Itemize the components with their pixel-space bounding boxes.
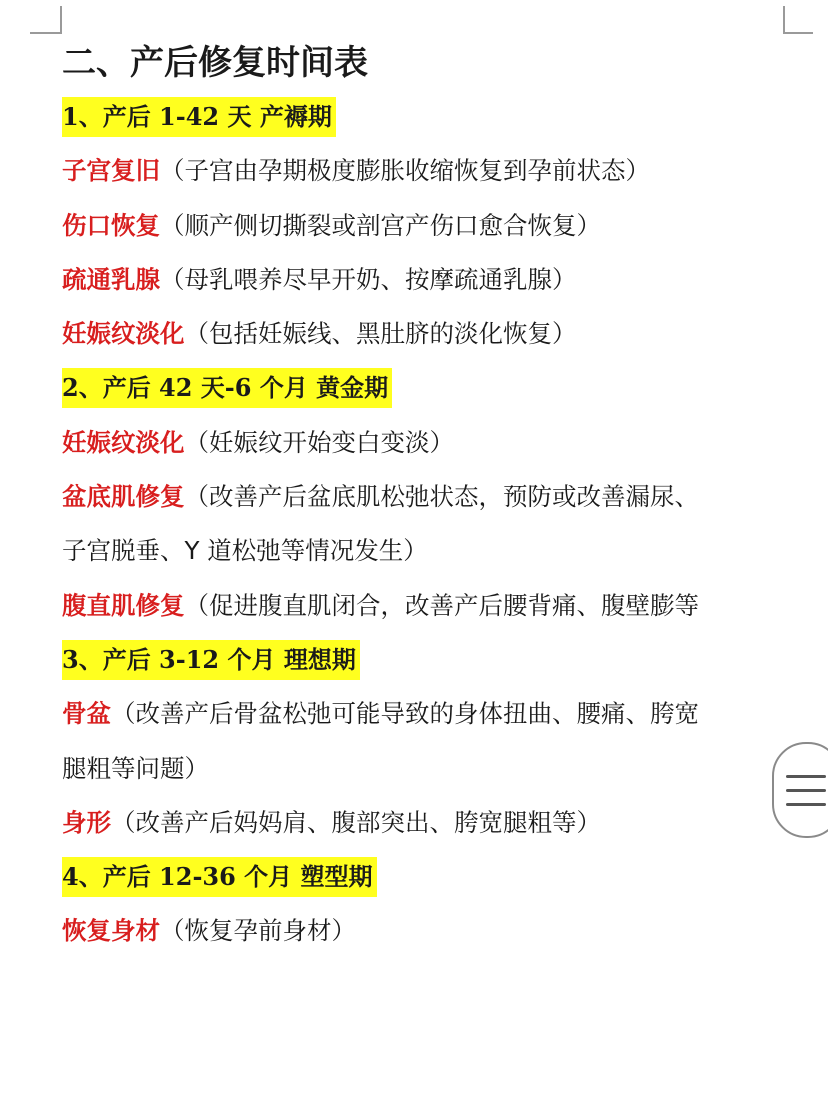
item-continuation bbox=[62, 530, 784, 584]
item-term: 疏通乳腺 bbox=[62, 264, 160, 294]
list-item bbox=[62, 313, 784, 367]
item-description: （改善产后盆底肌松弛状态，预防或改善漏尿、 bbox=[184, 482, 699, 512]
item-description: （顺产侧切撕裂或剖宫产伤口愈合恢复） bbox=[160, 210, 601, 240]
scroll-handle[interactable] bbox=[772, 742, 828, 838]
section-heading-text: 1、产后 1-42 天 产褥期 bbox=[62, 97, 336, 137]
item-description: （子宫由孕期极度膨胀收缩恢复到孕前状态） bbox=[160, 156, 650, 186]
item-description: （母乳喂养尽早开奶、按摩疏通乳腺） bbox=[160, 264, 577, 294]
item-term: 身形 bbox=[62, 807, 111, 837]
section-heading-text: 3、产后 3-12 个月 理想期 bbox=[62, 640, 360, 680]
section-heading bbox=[62, 367, 784, 421]
section-heading-text: 2、产后 42 天-6 个月 黄金期 bbox=[62, 368, 392, 408]
item-term: 妊娠纹淡化 bbox=[62, 319, 185, 349]
section-heading bbox=[62, 96, 784, 150]
list-item bbox=[62, 205, 784, 259]
section-heading-text: 4、产后 12-36 个月 塑型期 bbox=[62, 857, 377, 897]
item-description: （恢复孕前身材） bbox=[160, 916, 356, 946]
item-description: 腿粗等问题） bbox=[62, 753, 209, 783]
crop-mark-left-vertical bbox=[60, 6, 62, 34]
item-description: （妊娠纹开始变白变淡） bbox=[184, 427, 454, 457]
crop-mark-right-vertical bbox=[783, 6, 785, 34]
item-term: 腹直肌修复 bbox=[62, 590, 185, 620]
item-continuation bbox=[62, 748, 784, 802]
document-body bbox=[62, 96, 784, 965]
crop-mark-right-horizontal bbox=[783, 32, 813, 34]
item-term: 盆底肌修复 bbox=[62, 482, 185, 512]
list-item bbox=[62, 422, 784, 476]
list-item bbox=[62, 693, 784, 747]
item-term: 子宫复旧 bbox=[62, 156, 160, 186]
item-term: 恢复身材 bbox=[62, 916, 160, 946]
item-term: 妊娠纹淡化 bbox=[62, 427, 185, 457]
section-heading bbox=[62, 856, 784, 910]
item-term: 骨盆 bbox=[62, 699, 111, 729]
item-description: （促进腹直肌闭合，改善产后腰背痛、腹壁膨等 bbox=[184, 590, 699, 620]
item-description: （包括妊娠线、黑肚脐的淡化恢复） bbox=[184, 319, 577, 349]
list-item bbox=[62, 259, 784, 313]
crop-mark-left-horizontal bbox=[30, 32, 62, 34]
list-item bbox=[62, 150, 784, 204]
list-item bbox=[62, 476, 784, 530]
page-title: 二、产后修复时间表 bbox=[62, 43, 368, 83]
list-item bbox=[62, 910, 784, 964]
item-term: 伤口恢复 bbox=[62, 210, 160, 240]
section-heading bbox=[62, 639, 784, 693]
list-item bbox=[62, 585, 784, 639]
item-description: （改善产后骨盆松弛可能导致的身体扭曲、腰痛、胯宽 bbox=[111, 699, 699, 729]
list-item bbox=[62, 802, 784, 856]
item-description: 子宫脱垂、Y 道松弛等情况发生） bbox=[62, 536, 428, 566]
item-description: （改善产后妈妈肩、腹部突出、胯宽腿粗等） bbox=[111, 807, 601, 837]
